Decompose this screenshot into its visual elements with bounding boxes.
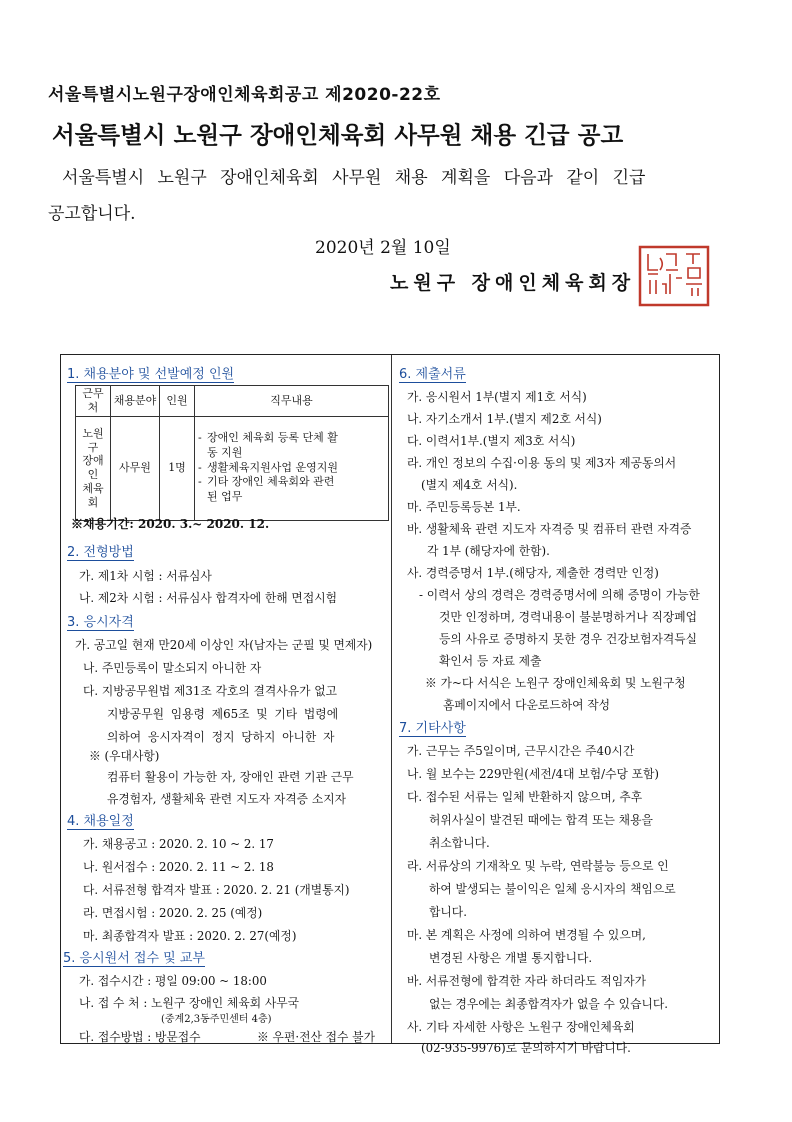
table-header-row — [76, 386, 389, 417]
list-item: 확인서 등 자료 제출 — [439, 654, 542, 668]
list-item: 다. 지방공무원법 제31조 각호의 결격사유가 없고 — [83, 684, 338, 698]
list-item: 가. 제1차 시험 : 서류심사 — [79, 569, 212, 583]
duty-line: - 장애인 체육회 등록 단체 활 — [207, 430, 338, 444]
notice-date: 2020년 2월 10일 — [315, 238, 451, 258]
table-header: 채용분야 — [111, 386, 160, 417]
intro-line-1: 서울특별시 노원구 장애인체육회 사무원 채용 계획을 다음과 같이 긴급 — [62, 168, 646, 188]
list-item: 유경험자, 생활체육 관련 지도자 자격증 소지자 — [107, 792, 347, 806]
duty-line: - 생활체육지원사업 운영지원 — [207, 460, 339, 474]
list-item: 다. 이력서1부.(별지 제3호 서식) — [407, 434, 576, 448]
section-heading-documents: 6. 제출서류 — [399, 367, 466, 382]
list-item: 나. 주민등록이 말소되지 아니한 자 — [83, 661, 262, 675]
list-item: 나. 제2차 시험 : 서류심사 합격자에 한해 면접시험 — [79, 591, 338, 605]
page-title: 서울특별시 노원구 장애인체육회 사무원 채용 긴급 공고 — [52, 121, 624, 149]
workplace-cell — [76, 416, 111, 520]
list-item: 취소합니다. — [429, 836, 490, 850]
list-item: 마. 최종합격자 발표 : 2020. 2. 27(예정) — [83, 929, 297, 943]
list-item: 다. 접수방법 : 방문접수 — [79, 1030, 201, 1044]
column-divider — [391, 355, 392, 1043]
list-item: 가. 근무는 주5일이며, 근무시간은 주40시간 — [407, 744, 635, 758]
signer-name: 노원구 장애인체육회장 — [390, 272, 636, 294]
count-cell: 1명 — [160, 416, 195, 520]
duty-item — [197, 475, 386, 505]
duty-line: - 기타 장애인 체육회와 관련 — [207, 475, 335, 489]
workplace-line: 노원구 — [82, 426, 104, 454]
list-item: 가. 공고일 현재 만20세 이상인 자(남자는 군필 및 면제자) — [75, 638, 373, 652]
list-item: 홈페이지에서 다운로드하여 작성 — [443, 698, 611, 712]
table-header: 근무처 — [76, 386, 111, 417]
intro-paragraph — [48, 160, 720, 232]
section-heading-eligibility: 3. 응시자격 — [67, 615, 134, 630]
table-header: 인원 — [160, 386, 195, 417]
list-item: 각 1부 (해당자에 한함). — [427, 544, 550, 558]
list-item: 합니다. — [429, 905, 467, 919]
list-item: 것만 인정하며, 경력내용이 불분명하거나 직장폐업 — [439, 610, 698, 624]
section-heading-selection: 2. 전형방법 — [67, 545, 134, 560]
list-item: (별지 제4호 서식). — [421, 478, 518, 492]
list-item: 컴퓨터 활용이 가능한 자, 장애인 관련 기관 근무 — [107, 770, 354, 784]
list-item: 라. 서류상의 기재착오 및 누락, 연락불능 등으로 인 — [407, 859, 669, 873]
official-seal-icon — [636, 244, 712, 308]
list-item: 없는 경우에는 최종합격자가 없을 수 있습니다. — [429, 997, 669, 1011]
list-item: 사. 기타 자세한 사항은 노원구 장애인체육회 — [407, 1020, 635, 1034]
list-item: 허위사실이 발견된 때에는 합격 또는 채용을 — [429, 813, 653, 827]
duty-line: 동 지원 — [207, 445, 243, 459]
section-heading-schedule: 4. 채용일정 — [67, 814, 134, 829]
list-item: 마. 본 계획은 사정에 의하여 변경될 수 있으며, — [407, 928, 646, 942]
section-heading-application: 5. 응시원서 접수 및 교부 — [63, 951, 205, 966]
details-box — [60, 354, 720, 1055]
duty-line: 된 업무 — [207, 490, 243, 504]
list-item: 가. 응시원서 1부(별지 제1호 서식) — [407, 390, 587, 404]
list-item: 라. 개인 정보의 수집·이용 동의 및 제3자 제공동의서 — [407, 456, 677, 470]
list-item: 가. 접수시간 : 평일 09:00 ~ 18:00 — [79, 974, 267, 988]
section-heading-positions: 1. 채용분야 및 선발예정 인원 — [67, 367, 235, 382]
list-item: 나. 월 보수는 229만원(세전/4대 보험/수당 포함) — [407, 767, 660, 781]
list-item: - 이력서 상의 경력은 경력증명서에 의해 증명이 가능한 — [419, 588, 700, 602]
list-item: 사. 경력증명서 1부.(해당자, 제출한 경력만 인정) — [407, 566, 659, 580]
list-item: 다. 접수된 서류는 일체 반환하지 않으며, 추후 — [407, 790, 643, 804]
list-item: 하여 발생되는 불이익은 일체 응시자의 책임으로 — [429, 882, 676, 896]
duty-item — [197, 431, 386, 461]
list-item: ※ 가~다 서식은 노원구 장애인체육회 및 노원구청 — [425, 676, 686, 690]
notice-number: 서울특별시노원구장애인체육회공고 제2020-22호 — [48, 85, 441, 105]
list-item: 가. 채용공고 : 2020. 2. 10 ~ 2. 17 — [83, 837, 274, 851]
list-item: ※ (우대사항) — [89, 749, 160, 763]
duty-item — [197, 461, 386, 476]
list-item: 바. 서류전형에 합격한 자라 하더라도 적임자가 — [407, 974, 647, 988]
list-item: 나. 원서접수 : 2020. 2. 11 ~ 2. 18 — [83, 860, 274, 874]
list-item: (중계2,3동주민센터 4층) — [161, 1014, 272, 1025]
workplace-line: 체육회 — [82, 481, 104, 509]
workplace-line: 장애인 — [82, 454, 104, 481]
list-item: (02-935-9976)로 문의하시기 바랍니다. — [421, 1041, 631, 1055]
list-item: 지방공무원 임용령 제65조 및 기타 법령에 — [107, 707, 339, 721]
positions-table — [75, 385, 389, 521]
list-item: ※ 우편·전산 접수 불가 — [257, 1030, 375, 1044]
list-item: 나. 접 수 처 : 노원구 장애인 체육회 사무국 — [79, 996, 300, 1010]
list-item: 다. 서류전형 합격자 발표 : 2020. 2. 21 (개별통지) — [83, 883, 350, 897]
employment-period: ※채용기간: 2020. 3.~ 2020. 12. — [71, 517, 270, 531]
list-item: 라. 면접시험 : 2020. 2. 25 (예정) — [83, 906, 263, 920]
list-item: 나. 자기소개서 1부.(별지 제2호 서식) — [407, 412, 602, 426]
list-item: 바. 생활체육 관련 지도자 자격증 및 컴퓨터 관련 자격증 — [407, 522, 692, 536]
list-item: 변경된 사항은 개별 통지합니다. — [429, 951, 593, 965]
field-cell: 사무원 — [111, 416, 160, 520]
section-heading-other: 7. 기타사항 — [399, 721, 466, 736]
duties-cell — [195, 416, 389, 520]
table-row — [76, 416, 389, 520]
intro-line-2: 공고합니다. — [48, 204, 136, 224]
list-item: 등의 사유로 증명하지 못한 경우 건강보험자격득실 — [439, 632, 698, 646]
list-item: 의하여 응시자격이 정지 당하지 아니한 자 — [107, 730, 335, 744]
list-item: 마. 주민등록등본 1부. — [407, 500, 521, 514]
table-header: 직무내용 — [195, 386, 389, 417]
